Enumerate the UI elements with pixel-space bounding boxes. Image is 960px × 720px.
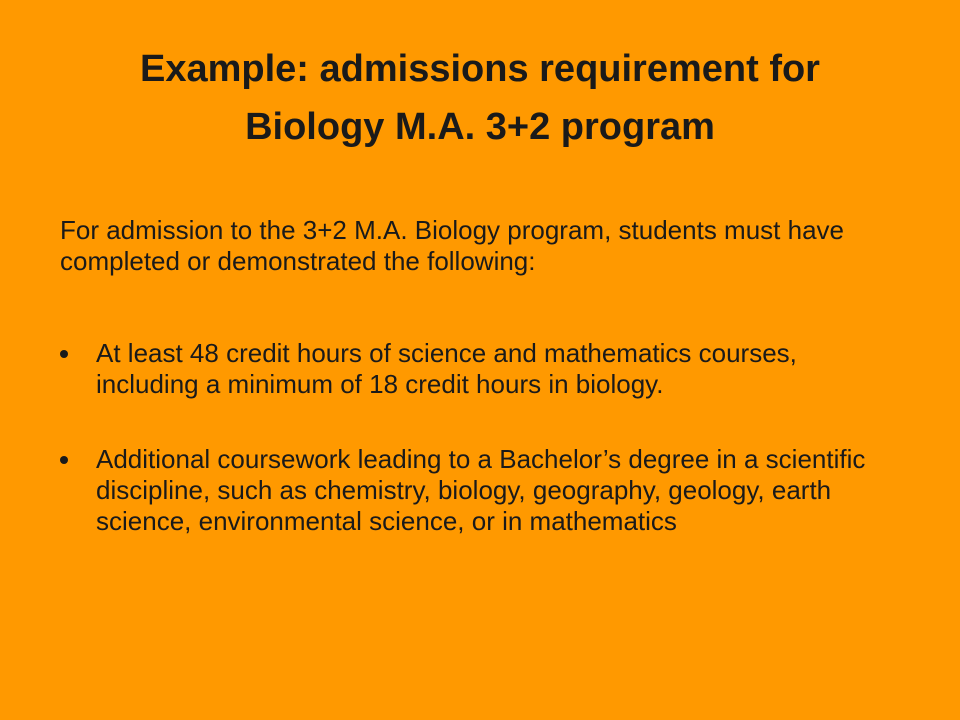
bullet-dot-icon	[60, 350, 68, 358]
list-item	[60, 338, 880, 400]
list-item-text: Additional coursework leading to a Bachelor’s degree in a scientific discipline, such as chemistry, biology, geography, geology, earth science, environmental science, or in mathematics	[96, 444, 866, 536]
list-item	[60, 444, 880, 537]
slide-title	[60, 40, 900, 156]
bullet-dot-icon	[60, 456, 68, 464]
slide-title-line-1: Example: admissions requirement for	[140, 48, 820, 90]
requirements-list	[60, 338, 880, 581]
slide-title-line-2: Biology M.A. 3+2 program	[245, 106, 715, 148]
intro-paragraph: For admission to the 3+2 M.A. Biology program, students must have completed or demonstrated the following:	[60, 215, 844, 276]
list-item-text: At least 48 credit hours of science and mathematics courses, including a minimum of 18 credit hours in biology.	[96, 338, 797, 399]
